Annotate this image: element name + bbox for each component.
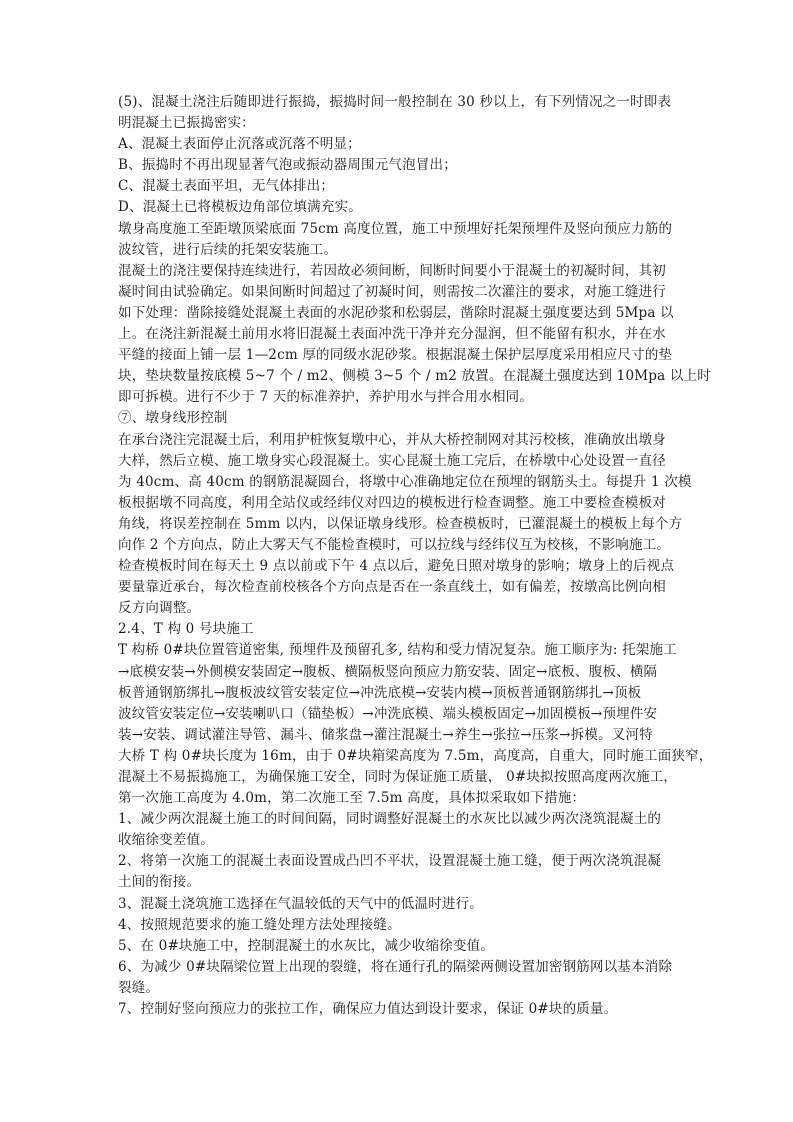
text-line: (5)、混凝土浇注后随即进行振捣，振捣时间一般控制在 30 秒以上，有下列情况之一时即表 (118, 94, 672, 110)
text-line: 角线，将误差控制在 5mm 以内，以保证墩身线形。检查模板时，已灌混凝土的模板上每个方 (118, 515, 683, 532)
text-line: 混凝土的浇注要保持连续进行，若因故必须间断，间断时间要小于混凝土的初凝时间，其初 (118, 262, 666, 279)
text-line: 混凝土不易振捣施工，为确保施工安全，同时为保证施工质量， 0#块拟按照高度两次施工， (118, 769, 678, 785)
text-line: 7、控制好竖向预应力的张拉工作，确保应力值达到设计要求，保证 0#块的质量。 (118, 1001, 618, 1018)
text-line: 土间的衔接。 (118, 874, 201, 891)
text-line: 向作 2 个方向点，防止大雾天气不能检查模时，可以拉线与经纬仪互为校核，不影响施工。 (118, 536, 671, 553)
text-line: 块，垫块数量按底模 5~7 个 / m2、侧模 3~5 个 / m2 放置。在混凝土强度达到 10Mpa 以上时 (118, 368, 711, 385)
text-line: 5、在 0#块施工中，控制混凝土的水灰比，减少收缩徐变值。 (118, 937, 495, 954)
text-line: 大桥 T 构 0#块长度为 16m，由于 0#块箱梁高度为 7.5m，高度高，自重大，同时施工面狭窄， (118, 747, 713, 764)
text-line: 第一次施工高度为 4.0m，第二次施工至 7.5m 高度，具体拟采取如下措施： (118, 790, 586, 807)
text-line: 板根据墩不同高度，利用全站仪或经纬仪对四边的模板进行检查调整。施工中要检查模板对 (118, 494, 666, 511)
text-line: 在承台浇注完混凝土后，利用护桩恢复墩中心，并从大桥控制网对其污校核，准确放出墩身 (118, 431, 666, 448)
text-line: 检查模板时间在每天土 9 点以前或下午 4 点以后，避免日照对墩身的影响；墩身上的后视点 (118, 558, 675, 575)
text-line: 2.4、T 构 0 号块施工 (118, 621, 254, 638)
text-line: 大样，然后立模、施工墩身实心段混凝土。实心昆凝土施工完后，在桥墩中心处设置一直径 (118, 452, 666, 469)
text-line: 3、混凝土浇筑施工选择在气温较低的天气中的低温时进行。 (118, 895, 483, 912)
text-line: 凝时间由试验确定。如果间断时间超过了初凝时间，则需按二次灌注的要求，对施工缝进行 (118, 283, 666, 300)
text-line: 反方向调整。 (118, 600, 201, 617)
text-line: A、混凝土表面停止沉落或沉落不明显； (118, 136, 361, 153)
text-line: 2、将第一次施工的混凝土表面设置成凸凹不平状，设置混凝土施工缝，便于两次浇筑混凝 (118, 853, 662, 870)
text-line: 要量靠近承台，每次检查前校核各个方向点是否在一条直线土，如有偏差，按墩高比例向相 (118, 579, 666, 596)
text-line: 即可拆模。进行不少于 7 天的标准养护，养护用水与拌合用水相同。 (118, 389, 534, 406)
text-line: 为 40cm、高 40cm 的钢筋混凝圆台，将墩中心准确地定位在预埋的钢筋头土。每提升 1 次模 (118, 473, 692, 490)
text-line: 收缩徐变差值。 (118, 832, 214, 849)
text-line: →底模安装→外侧模安装固定→腹板、横隔板竖向预应力筋安装、固定→底板、腹板、横隔 (118, 663, 658, 680)
text-line: 平缝的接面上铺一层 1—2cm 厚的同级水泥砂浆。根据混凝土保护层厚度采用相应尺寸的垫 (118, 347, 673, 364)
text-line: 4、按照规范要求的施工缝处理方法处理接缝。 (118, 916, 401, 933)
text-line: 板普通钢筋绑扎→腹板波纹管安装定位→冲洗底模→安装内模→顶板普通钢筋绑扎→顶板 (118, 684, 642, 701)
text-line: T 构桥 0#块位置管道密集, 预埋件及预留孔多, 结构和受力情况复杂。施工顺序为: 托架施工 (118, 642, 677, 659)
text-line: 波纹管安装定位→安装喇叭口（锚垫板）→冲洗底模、端头模板固定→加固模板→预埋件安 (118, 705, 658, 722)
text-line: 裂缝。 (118, 979, 160, 996)
text-line: 上。在浇注新混凝土前用水将旧混凝土表面冲洗干净并充分湿润，但不能留有积水，并在水 (118, 326, 666, 343)
text-line: 装→安装、调试灌注导管、漏斗、储浆盘→灌注混凝土→养生→张拉→压浆→拆模。叉河特 (118, 726, 653, 743)
text-line: B、振捣时不再出现显著气泡或振动器周围元气泡冒出； (118, 157, 457, 174)
document-content (118, 92, 713, 1020)
text-line: C、混凝土表面平坦，无气体排出； (118, 178, 335, 195)
text-line: 1、减少两次混凝土施工的时间间隔，同时调整好混凝土的水灰比以减少两次浇筑混凝土的 (118, 811, 662, 828)
text-line: 6、为减少 0#块隔梁位置上出现的裂缝，将在通行孔的隔梁两侧设置加密钢筋网以基本消除 (118, 958, 673, 975)
text-line: 如下处理：凿除接缝处混凝土表面的水泥砂浆和松弱层，凿除时混凝土强度要达到 5Mpa 以 (118, 304, 674, 321)
text-line: D、混凝土已将模板边角部位填满充实。 (118, 199, 362, 216)
text-line: 明混凝土已振捣密实： (118, 115, 255, 132)
text-line: 波纹管，进行后续的托架安装施工。 (118, 241, 338, 258)
text-line: 墩身高度施工至距墩顶梁底面 75cm 高度位置，施工中预埋好托架预埋件及竖向预应力筋的 (118, 220, 673, 237)
text-line: ⑦、墩身线形控制 (118, 410, 228, 427)
